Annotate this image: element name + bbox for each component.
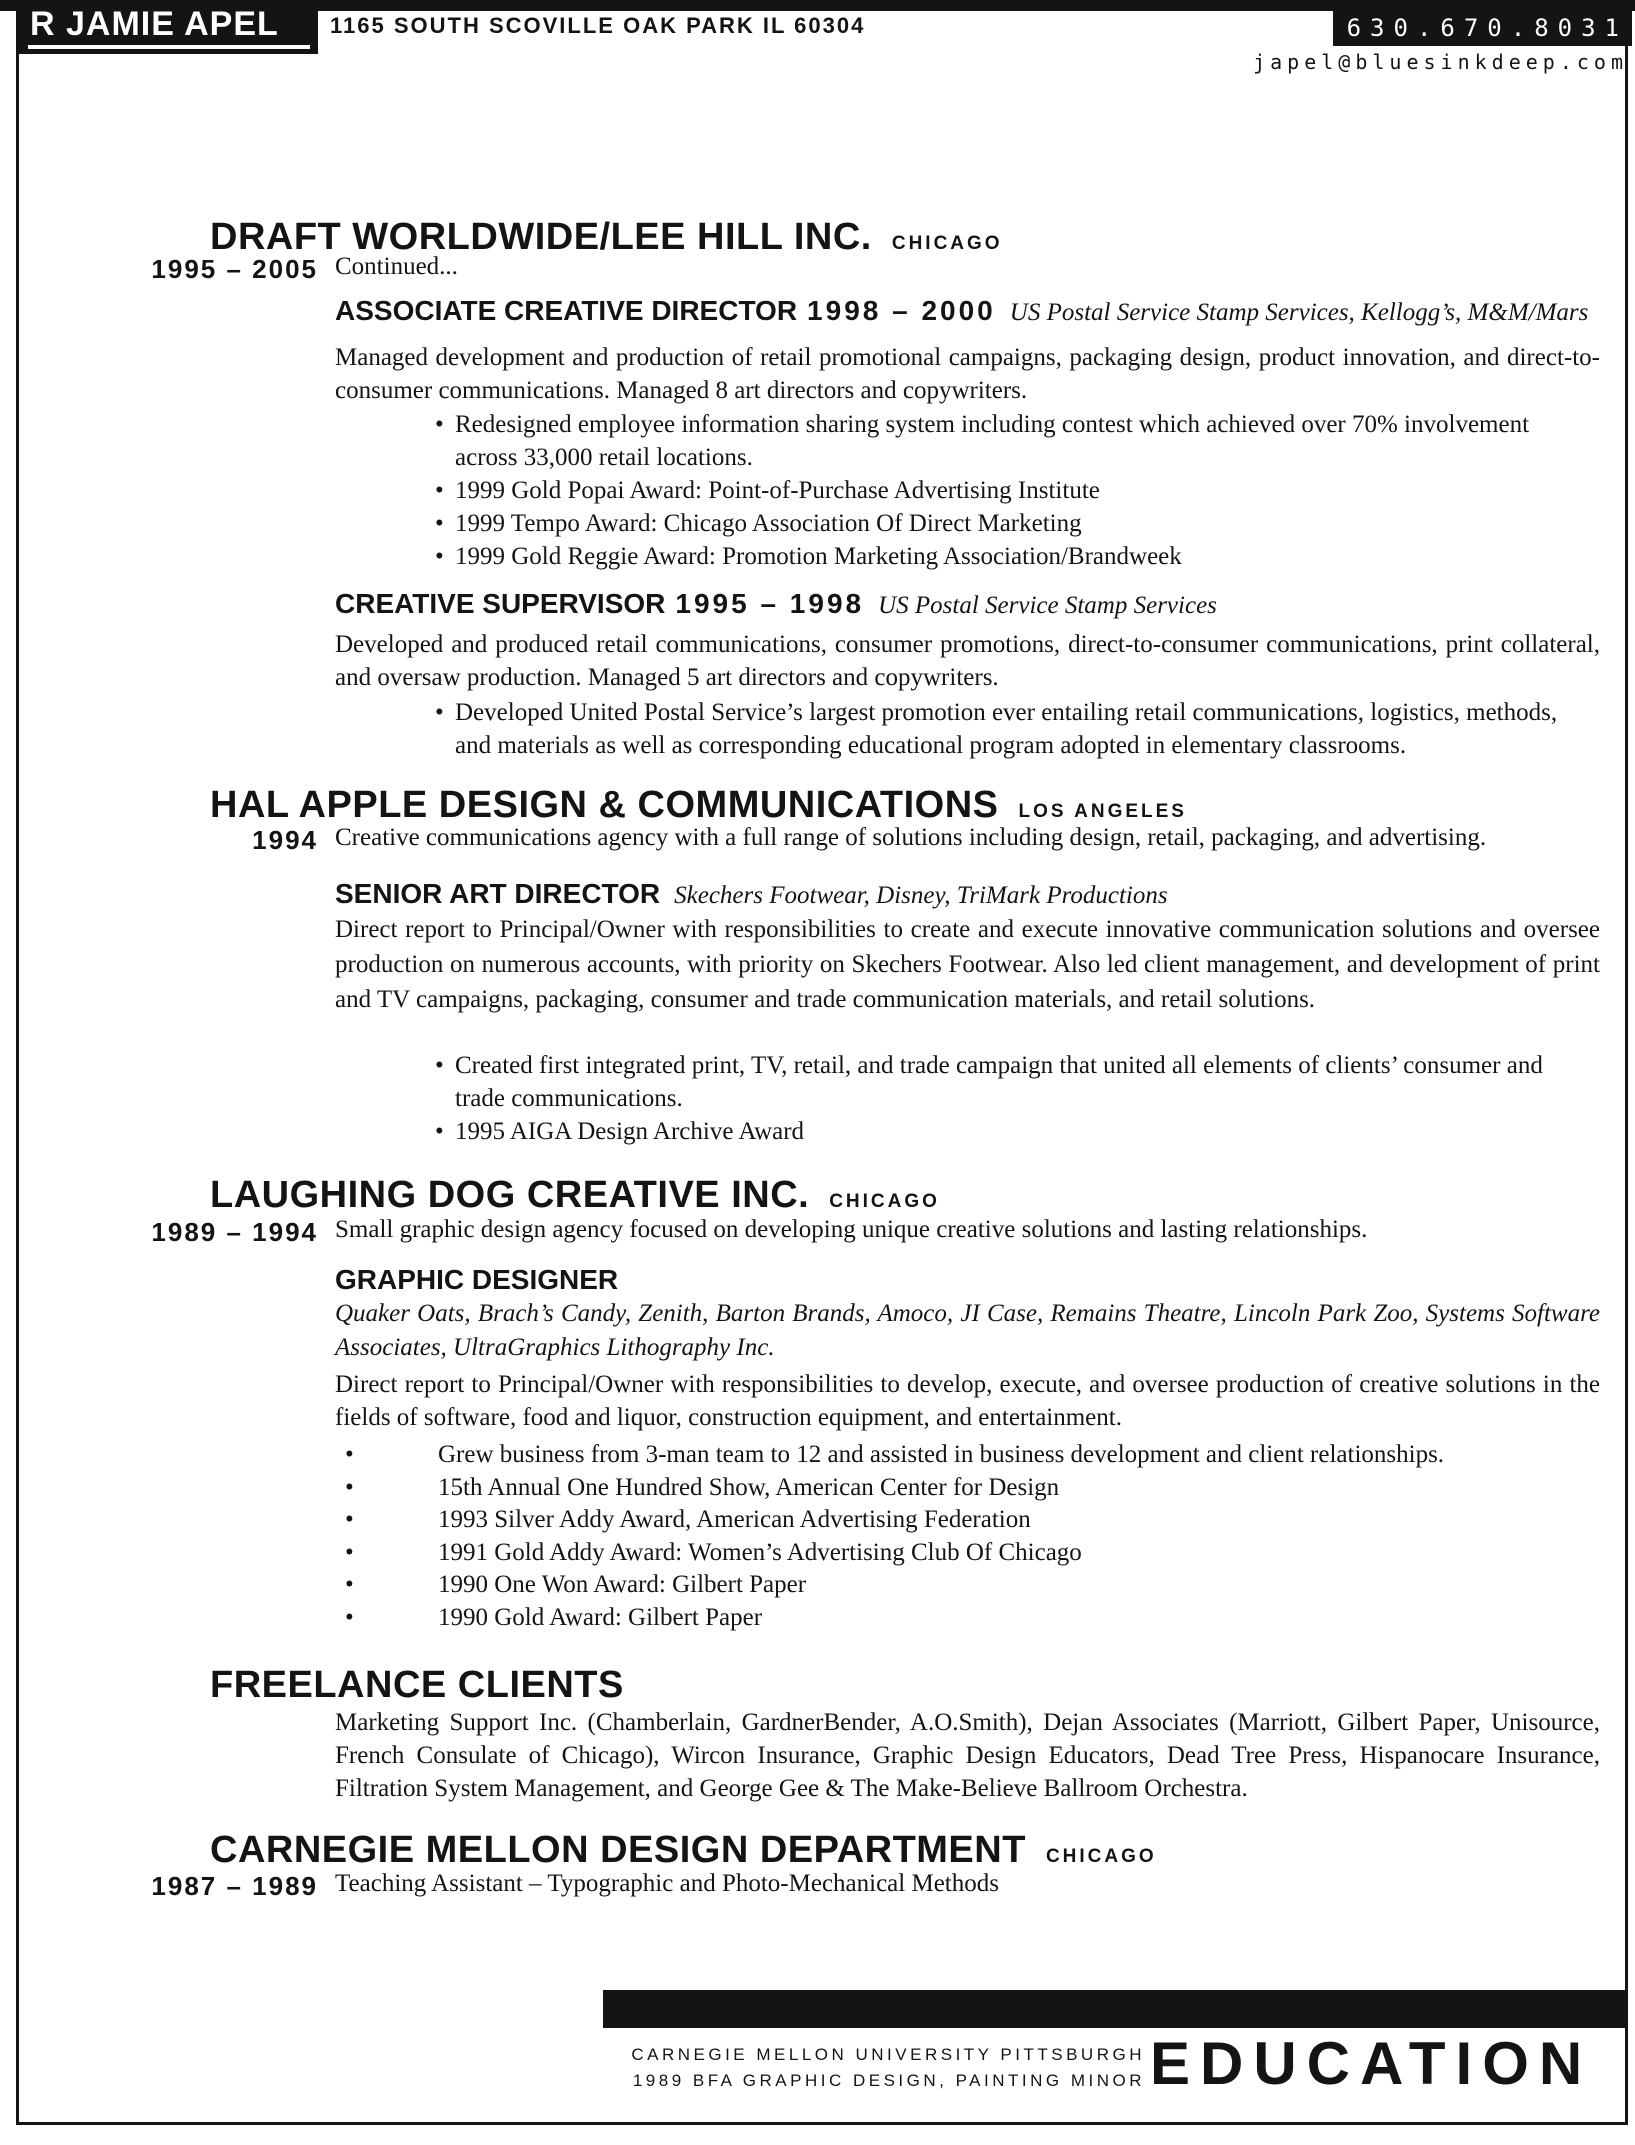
bullet-item: • 1999 Gold Reggie Award: Promotion Marketing Association/Brandweek [335, 540, 1595, 573]
bullet-item: • 1990 Gold Award: Gilbert Paper [335, 1602, 1595, 1635]
bullet-item: • 1991 Gold Addy Award: Women’s Advertising Club Of Chicago [335, 1537, 1595, 1570]
role-description: Direct report to Principal/Owner with responsibilities to create and execute innovative communication solutions and oversee production on numerous accounts, with priority on Skechers Footwear. Also led client management, and development of print and TV campaigns, packaging, consumer and trade communication materials, and retail solutions. [335, 916, 1600, 1013]
role-clients: Quaker Oats, Brach’s Candy, Zenith, Barton Brands, Amoco, JI Case, Remains Theatre, Lincoln Park Zoo, Systems Software Associates, UltraGraphics Lithography Inc. [335, 1300, 1600, 1361]
address: 1165 SOUTH SCOVILLE OAK PARK IL 60304 [330, 13, 866, 38]
company-name: LAUGHING DOG CREATIVE INC. [210, 1174, 810, 1216]
page-border-left [16, 0, 19, 2125]
role-clients: US Postal Service Stamp Services, Kellogg’s, M&M/Mars [1009, 299, 1589, 326]
company-heading [210, 1831, 1157, 1869]
page-border-bottom [16, 2122, 1628, 2125]
company-name: DRAFT WORLDWIDE/LEE HILL INC. [210, 216, 872, 258]
company-heading [210, 1666, 624, 1704]
company-city: LOS ANGELES [1018, 801, 1187, 822]
bullet-item: • 1999 Gold Popai Award: Point-of-Purchase Advertising Institute [335, 474, 1595, 507]
company-city: CHICAGO [829, 1191, 940, 1212]
role-title: GRAPHIC DESIGNER [335, 1264, 619, 1295]
company-name: HAL APPLE DESIGN & COMMUNICATIONS [210, 784, 999, 826]
bullet-list [335, 696, 1595, 762]
company-heading [210, 786, 1187, 824]
role-description: Direct report to Principal/Owner with responsibilities to develop, execute, and oversee production of creative solutions in the fields of software, food and liquor, construction equipment, and entertainment. [335, 1371, 1600, 1431]
company-name: CARNEGIE MELLON DESIGN DEPARTMENT [210, 1829, 1026, 1871]
date-range: 1995 – 2005 [151, 254, 318, 284]
role-dates: 1998 – 2000 [807, 295, 996, 326]
role-title: ASSOCIATE CREATIVE DIRECTOR [335, 295, 798, 326]
bullet-list [335, 1049, 1595, 1148]
date-range: 1987 – 1989 [151, 1871, 318, 1901]
name-underline [28, 45, 310, 49]
role-clients: US Postal Service Stamp Services [878, 592, 1217, 619]
education-details [603, 2042, 1145, 2094]
bullet-item: • 1999 Tempo Award: Chicago Association Of Direct Marketing [335, 507, 1595, 540]
role-description: Managed development and production of retail promotional campaigns, packaging design, product innovation, and direct-to-consumer communications. Managed 8 art directors and copywriters. [335, 344, 1600, 404]
section-summary: Creative communications agency with a full range of solutions including design, retail, packaging, and advertising. [335, 824, 1487, 851]
bullet-list [335, 408, 1595, 573]
company-heading [210, 1176, 940, 1214]
date-range: 1989 – 1994 [151, 1217, 318, 1247]
role-title-line [335, 880, 1600, 908]
freelance-paragraph: Marketing Support Inc. (Chamberlain, GardnerBender, A.O.Smith), Dejan Associates (Marriott, Gilbert Paper, Unisource, French Consulate of Chicago), Wircon Insurance, Graphic Design Educators, Dead Tree Press, Hispanocare Insurance, Filtration System Management, and George Gee & The Make-Believe Ballroom Orchestra. [335, 1709, 1600, 1802]
phone-box [1333, 10, 1632, 46]
person-name: R JAMIE APEL [30, 5, 279, 43]
date-range: 1994 [252, 825, 318, 855]
section-summary: Small graphic design agency focused on developing unique creative solutions and lasting relationships. [335, 1216, 1368, 1243]
bullet-item: • 1990 One Won Award: Gilbert Paper [335, 1569, 1595, 1602]
bullet-item: • Developed United Postal Service’s largest promotion ever entailing retail communications, logistics, methods, and materials as well as corresponding educational program adopted in elementary classrooms. [335, 696, 1595, 762]
role-title: SENIOR ART DIRECTOR [335, 878, 661, 909]
section-summary: Teaching Assistant – Typographic and Photo-Mechanical Methods [335, 1870, 999, 1897]
name-box [16, 0, 318, 54]
company-city: CHICAGO [891, 233, 1003, 254]
role-dates: 1995 – 1998 [675, 588, 865, 619]
education-university-line: CARNEGIE MELLON UNIVERSITY PITTSBURGH [631, 2045, 1145, 2064]
company-city: CHICAGO [1045, 1846, 1157, 1867]
role-title-line [335, 1266, 1600, 1294]
role-title: CREATIVE SUPERVISOR [335, 588, 666, 619]
education-label: EDUCATION [1150, 2030, 1593, 2097]
bullet-item: • Created first integrated print, TV, retail, and trade campaign that united all elements of clients’ consumer and trade communications. [335, 1049, 1595, 1115]
page-border-right [1625, 0, 1628, 2125]
bullet-item: • Redesigned employee information sharing system including contest which achieved over 70% involvement across 33,000 retail locations. [335, 408, 1595, 474]
bullet-item: • 1995 AIGA Design Archive Award [335, 1115, 1595, 1148]
bullet-list [335, 1439, 1595, 1634]
section-summary: Continued... [335, 253, 458, 280]
bullet-item: • 1993 Silver Addy Award, American Advertising Federation [335, 1504, 1595, 1537]
role-title-line [335, 297, 1600, 325]
role-title-line [335, 590, 1600, 618]
education-bar [603, 1990, 1628, 2028]
role-description: Developed and produced retail communications, consumer promotions, direct-to-consumer communications, print collateral, and oversaw production. Managed 5 art directors and copywriters. [335, 631, 1600, 691]
email: japel@bluesinkdeep.com [1253, 50, 1628, 74]
role-clients: Skechers Footwear, Disney, TriMark Productions [674, 882, 1168, 909]
bullet-item: • 15th Annual One Hundred Show, American Center for Design [335, 1472, 1595, 1505]
bullet-item: • Grew business from 3-man team to 12 and assisted in business development and client relationships. [335, 1439, 1595, 1472]
phone-number: 630.670.8031 [1346, 14, 1628, 42]
company-name: FREELANCE CLIENTS [210, 1664, 624, 1706]
education-degree-line: 1989 BFA GRAPHIC DESIGN, PAINTING MINOR [632, 2071, 1145, 2090]
